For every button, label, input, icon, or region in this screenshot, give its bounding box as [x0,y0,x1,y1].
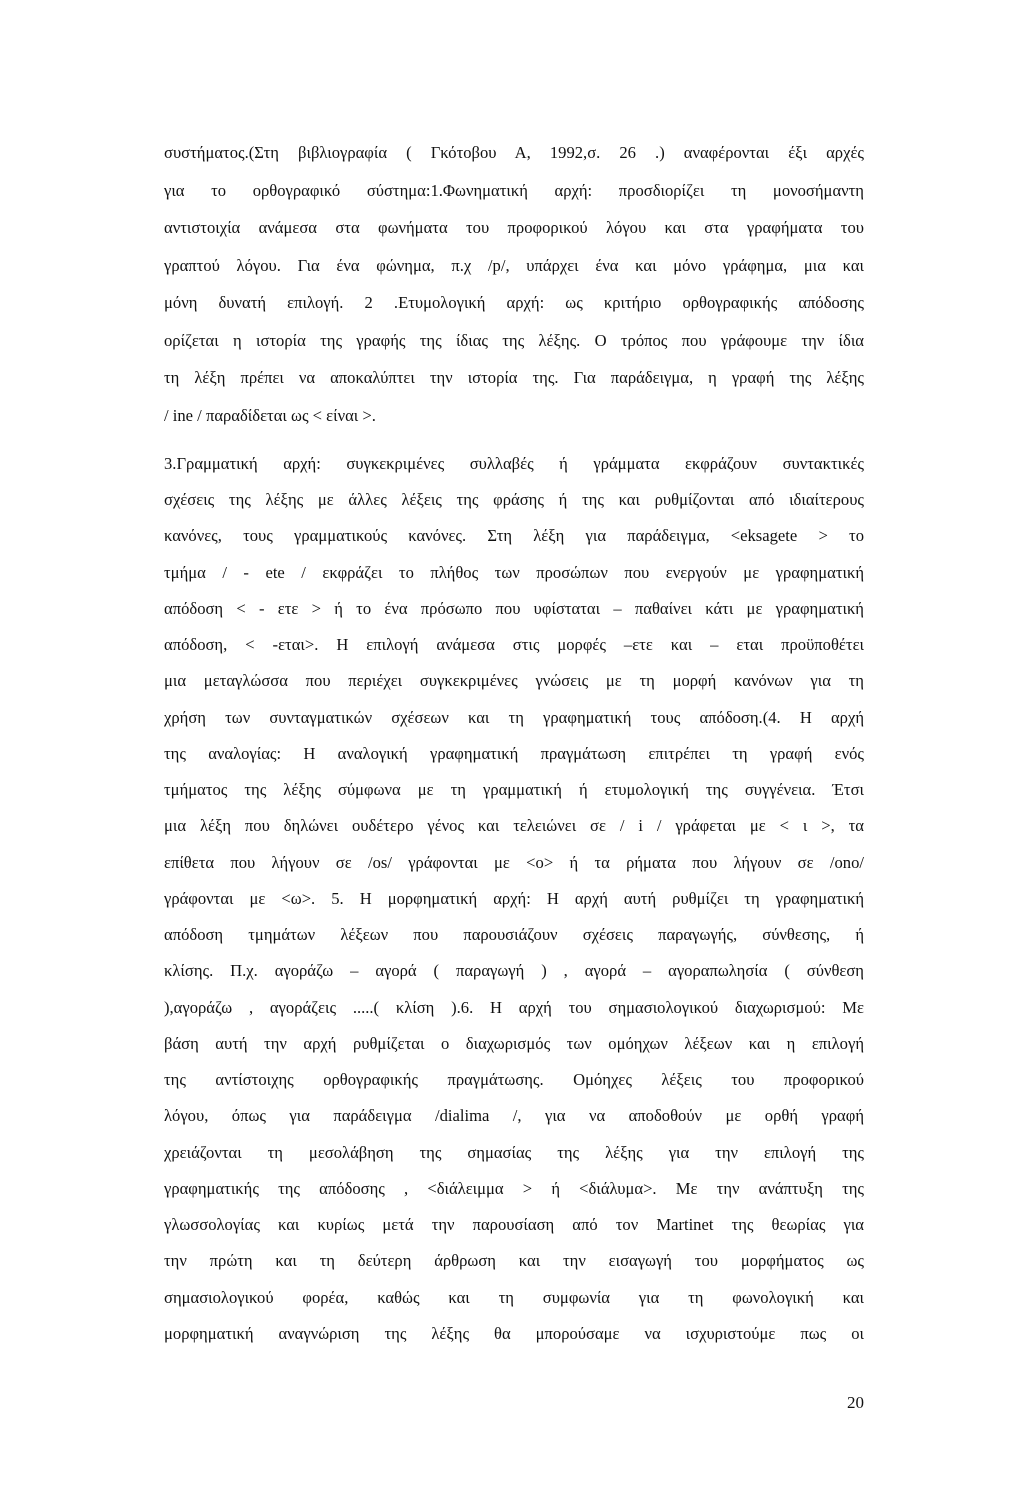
text-line: σημασιολογικού φορέα, καθώς και τη συμφωνία για τη φωνολογική και [164,1288,864,1307]
text-line: απόδοση < - ετε > ή το ένα πρόσωπο που υφίσταται – παθαίνει κάτι με γραφηματική [164,599,864,618]
text-line: κανόνες, τους γραμματικούς κανόνες. Στη λέξη για παράδειγμα, <eksagete > το [164,526,864,545]
text-line: χρήση των συνταγματικών σχέσεων και τη γραφηματική τους απόδοση.(4. Η αρχή [164,708,864,727]
text-line: τη λέξη πρέπει να αποκαλύπτει την ιστορία της. Για παράδειγμα, η γραφή της λέξης [164,368,864,387]
text-line: γραπτού λόγου. Για ένα φώνημα, π.χ /p/, υπάρχει ένα και μόνο γράφημα, μια και [164,256,864,275]
text-line: γλωσσολογίας και κυρίως μετά την παρουσίαση από τον Martinet της θεωρίας για [164,1215,864,1234]
text-line: μόνη δυνατή επιλογή. 2 .Ετυμολογική αρχή: ως κριτήριο ορθογραφικής απόδοσης [164,293,864,312]
text-line: τμήματος της λέξης σύμφωνα με τη γραμματική ή ετυμολογική της συγγένεια. Έτσι [164,780,864,799]
text-line: επίθετα που λήγουν σε /os/ γράφονται με <ο> ή τα ρήματα που λήγουν σε /ono/ [164,853,864,872]
text-line: χρειάζονται τη μεσολάβηση της σημασίας της λέξης για την επιλογή της [164,1143,864,1162]
text-line: 3.Γραμματική αρχή: συγκεκριμένες συλλαβές ή γράμματα εκφράζουν συντακτικές [164,454,864,473]
text-line: βάση αυτή την αρχή ρυθμίζεται ο διαχωρισμός των ομόηχων λέξεων και η επιλογή [164,1034,864,1053]
text-line: την πρώτη και τη δεύτερη άρθρωση και την εισαγωγή του μορφήματος ως [164,1251,864,1270]
text-line: μορφηματική αναγνώριση της λέξης θα μπορούσαμε να ισχυριστούμε πως οι [164,1324,864,1343]
text-line: λόγου, όπως για παράδειγμα /dialima /, για να αποδοθούν με ορθή γραφή [164,1106,864,1125]
text-line: ορίζεται η ιστορία της γραφής της ίδιας της λέξης. Ο τρόπος που γράφουμε την ίδια [164,331,864,350]
text-line: κλίσης. Π.χ. αγοράζω – αγορά ( παραγωγή ) , αγορά – αγοραπωλησία ( σύνθεση [164,961,864,980]
text-line: ),αγοράζω , αγοράζεις .....( κλίση ).6. Η αρχή του σημασιολογικού διαχωρισμού: Με [164,998,864,1017]
text-line: γράφονται με <ω>. 5. Η μορφηματική αρχή: Η αρχή αυτή ρυθμίζει τη γραφηματική [164,889,864,908]
text-line: γραφηματικής της απόδοσης , <διάλειμμα > ή <διάλυμα>. Με την ανάπτυξη της [164,1179,864,1198]
page-number: 20 [847,1393,864,1412]
text-line: της αντίστοιχης ορθογραφικής πραγμάτωσης. Ομόηχες λέξεις του προφορικού [164,1070,864,1089]
text-line: / ine / παραδίδεται ως < είναι >. [164,406,376,425]
text-line: απόδοση, < -εται>. Η επιλογή ανάμεσα στις μορφές –ετε και – εται προϋποθέτει [164,635,864,654]
text-line: μια μεταγλώσσα που περιέχει συγκεκριμένες γνώσεις με τη μορφή κανόνων για τη [164,671,864,690]
text-line: τμήμα / - ete / εκφράζει το πλήθος των προσώπων που ενεργούν με γραφηματική [164,563,864,582]
text-line: για το ορθογραφικό σύστημα:1.Φωνηματική αρχή: προσδιορίζει τη μονοσήμαντη [164,181,864,200]
text-line: απόδοση τμημάτων λέξεων που παρουσιάζουν σχέσεις παραγωγής, σύνθεσης, ή [164,925,864,944]
text-line: μια λέξη που δηλώνει ουδέτερο γένος και τελειώνει σε / i / γράφεται με < ι >, τα [164,816,864,835]
text-line: της αναλογίας: Η αναλογική γραφηματική πραγμάτωση επιτρέπει τη γραφή ενός [164,744,864,763]
text-line: συστήματος.(Στη βιβλιογραφία ( Γκότοβου Α, 1992,σ. 26 .) αναφέρονται έξι αρχές [164,143,864,162]
text-line: σχέσεις της λέξης με άλλες λέξεις της φράσης ή της και ρυθμίζονται από ιδιαίτερους [164,490,864,509]
text-line: αντιστοιχία ανάμεσα στα φωνήματα του προφορικού λόγου και στα γραφήματα του [164,218,864,237]
